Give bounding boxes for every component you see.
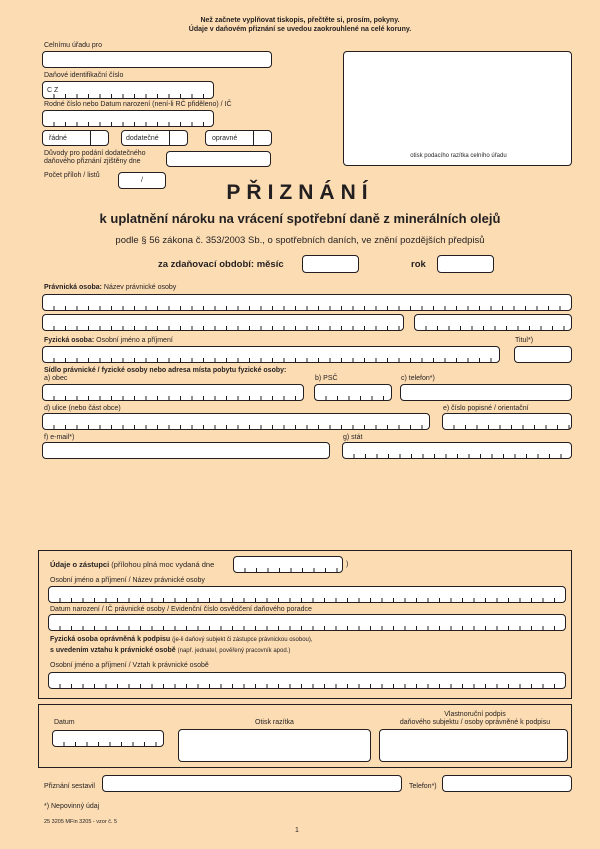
- stat-label: g) stát: [343, 434, 363, 441]
- type-additional-label: dodatečné: [126, 135, 159, 142]
- signature-label-1: Vlastnoruční podpis: [444, 711, 506, 718]
- natural-person-heading: [44, 337, 173, 345]
- instruction-line-1: Než začnete vyplňovat tiskopis, přečtěte si, prosím, pokyny.: [200, 17, 400, 24]
- rep-name-field[interactable]: [48, 586, 566, 603]
- power-of-attorney-date-field[interactable]: [233, 556, 343, 573]
- rep-name-label: Osobní jméno a příjmení / Název právnické osoby: [50, 577, 205, 584]
- date-label: Datum: [54, 719, 75, 726]
- auth-name-field[interactable]: [48, 672, 566, 689]
- rep-dob-field[interactable]: [48, 614, 566, 631]
- stamp-imprint-field[interactable]: [178, 729, 371, 762]
- reasons-label-2: daňového přiznání zjištěny dne: [44, 158, 141, 165]
- stamp-imprint-label: Otisk razítka: [255, 719, 294, 726]
- type-corrective-label: opravné: [212, 135, 238, 142]
- obec-field[interactable]: [42, 384, 304, 401]
- period-month-field[interactable]: [302, 255, 359, 273]
- legal-name-field-2[interactable]: [42, 314, 404, 331]
- tax-office-label: Celnímu úřadu pro: [44, 42, 102, 49]
- type-regular-box[interactable]: [42, 130, 109, 146]
- cislo-field[interactable]: [442, 413, 572, 430]
- auth-person-line: [50, 636, 313, 644]
- tax-id-field[interactable]: [42, 81, 214, 99]
- instruction-line-2: Údaje v daňovém přiznání se uvedou zaokrouhlené na celé koruny.: [188, 26, 412, 33]
- law-reference: podle § 56 zákona č. 353/2003 Sb., o spotřebních daních, ve znění pozdějších předpisů: [115, 235, 485, 246]
- representative-label-end: ): [346, 561, 349, 568]
- rep-dob-label: Datum narození / IČ právnické osoby / Evidenční číslo osvědčení daňového poradce: [50, 606, 312, 613]
- type-regular-label: řádné: [49, 135, 67, 142]
- natural-person-label: Osobní jméno a příjmení: [96, 337, 173, 344]
- attachments-separator: /: [141, 177, 143, 184]
- optional-note: *) Nepovinný údaj: [44, 803, 100, 810]
- auth-name-label: Osobní jméno a příjmení / Vztah k právnické osobě: [50, 662, 209, 669]
- representative-label-bold: Údaje o zástupci: [50, 560, 110, 569]
- reasons-date-field[interactable]: [166, 151, 271, 167]
- email-label: f) e-mail*): [44, 434, 75, 441]
- footer-phone-label: Telefon*): [409, 783, 437, 790]
- legal-entity-label: Název právnické osoby: [103, 284, 177, 291]
- legal-entity-label-bold: Právnická osoba:: [44, 284, 102, 291]
- titul-label: Titul*): [515, 337, 534, 344]
- signature-field[interactable]: [379, 729, 568, 762]
- cislo-label: e) číslo popisné / orientační: [443, 405, 529, 412]
- stamp-label: otisk podacího razítka celního úřadu: [410, 153, 507, 159]
- psc-field[interactable]: [314, 384, 392, 401]
- type-additional-box[interactable]: [121, 130, 188, 146]
- ulice-field[interactable]: [42, 413, 430, 430]
- birth-id-field[interactable]: [42, 110, 214, 127]
- titul-field[interactable]: [514, 346, 572, 363]
- stat-field[interactable]: [342, 442, 572, 459]
- auth-person-label-bold: Fyzická osoba oprávněná k podpisu: [50, 636, 171, 643]
- address-heading: Sídlo právnické / fyzické osoby nebo adresa místa pobytu fyzické osoby:: [44, 367, 287, 374]
- tax-id-prefix: C Z: [47, 87, 59, 94]
- obec-label: a) obec: [44, 375, 68, 382]
- ulice-label: d) ulice (nebo část obce): [44, 405, 121, 412]
- compiled-by-field[interactable]: [102, 775, 402, 792]
- telefon-label: c) telefon*): [401, 375, 435, 382]
- page-number: 1: [295, 827, 299, 834]
- period-year-field[interactable]: [437, 255, 494, 273]
- form-code: 25 3205 MFin 3205 - vzor č. 5: [44, 819, 118, 825]
- compiled-by-label: Přiznání sestavil: [44, 783, 95, 790]
- office-stamp-area: [343, 51, 572, 166]
- attachments-label: Počet příloh / listů: [44, 172, 100, 179]
- relation-label: (např. jednatel, pověřený pracovník apod.): [177, 648, 291, 654]
- representative-label: (přílohou plná moc vydaná dne: [111, 560, 215, 569]
- telefon-field[interactable]: [400, 384, 572, 401]
- legal-name-field-1[interactable]: [42, 294, 572, 311]
- legal-name-field-3[interactable]: [414, 314, 572, 331]
- birth-id-label: Rodné číslo nebo Datum narození (není-li RČ přiděleno) / IČ: [44, 101, 232, 108]
- legal-entity-heading: [44, 284, 176, 292]
- tax-id-label: Daňové identifikační číslo: [44, 72, 124, 79]
- period-year-label: rok: [411, 259, 426, 270]
- tax-office-field[interactable]: [42, 51, 272, 68]
- relation-label-bold: s uvedením vztahu k právnické osobě: [50, 647, 176, 654]
- natural-person-label-bold: Fyzická osoba:: [44, 337, 95, 344]
- email-field[interactable]: [42, 442, 330, 459]
- page-subtitle: k uplatnění nároku na vrácení spotřební daně z minerálních olejů: [99, 211, 501, 226]
- reasons-label-1: Důvody pro podání dodatečného: [44, 150, 146, 157]
- auth-person-label: (je-li daňový subjekt či zástupce právnickou osobou),: [172, 637, 313, 643]
- type-corrective-box[interactable]: [205, 130, 272, 146]
- relation-line: [50, 647, 290, 655]
- psc-label: b) PSČ: [315, 375, 338, 382]
- signature-label-2: daňového subjektu / osoby oprávněné k podpisu: [399, 719, 551, 726]
- page-title: PŘIZNÁNÍ: [226, 181, 374, 204]
- period-month-label: za zdaňovací období: měsíc: [158, 259, 284, 270]
- date-field[interactable]: [52, 730, 164, 747]
- footer-phone-field[interactable]: [442, 775, 572, 792]
- representative-heading: [50, 561, 214, 569]
- natural-name-field[interactable]: [42, 346, 500, 363]
